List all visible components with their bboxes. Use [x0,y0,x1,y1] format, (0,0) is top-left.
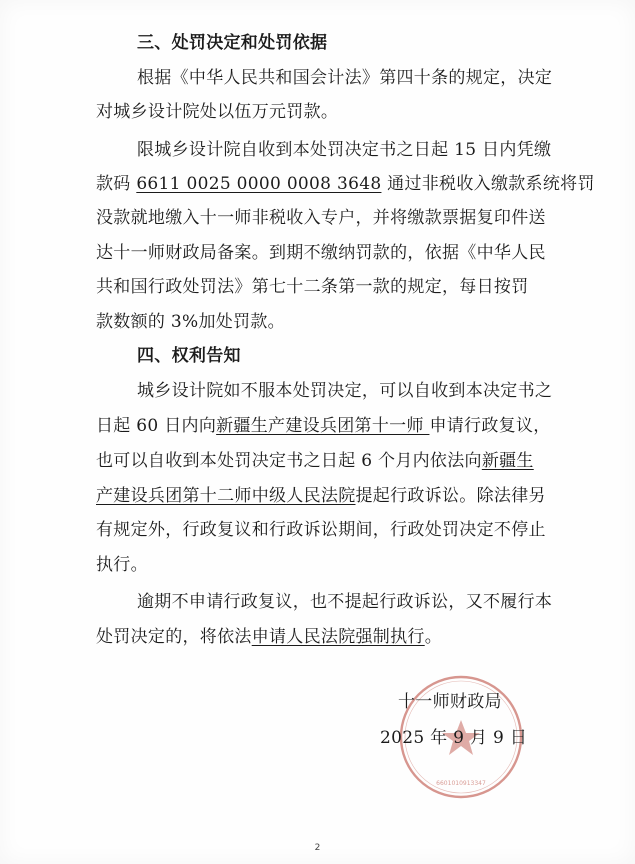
section3-p1-line1: 根据《中华人民共和国会计法》第四十条的规定，决定 [137,68,553,88]
section4-p1-line4 [96,486,546,506]
line-text: 。 [424,627,443,647]
signature-org: 十一师财政局 [398,692,502,712]
section4-p1-line2 [96,416,551,436]
review-organization: 新疆生产建设兵团第十一师 [216,416,430,436]
section4-p1-line1: 城乡设计院如不服本处罚决定，可以自收到本决定书之 [137,381,553,401]
line-text: 申请行政复议， [429,416,551,436]
section3-p2-line3: 没款就地缴入十一师非税收入专户，并将缴款票据复印件送 [96,208,546,228]
section3-p2-line2 [96,174,595,194]
line-text: 提起行政诉讼。除法律另 [355,486,546,506]
signature-date: 2025 年 9 月 9 日 [380,728,528,748]
line-text: 处罚决定的，将依法 [96,627,252,647]
page-number: 2 [314,843,321,853]
section4-p2-line2 [96,627,442,647]
line-text: 通过非税收入缴款系统将罚 [381,174,595,194]
section3-heading: 三、处罚决定和处罚依据 [137,33,328,53]
payment-code: 6611 0025 0000 0008 3648 [136,174,382,194]
section3-p1-line2: 对城乡设计院处以伍万元罚款。 [96,102,339,122]
line-text: 日起 60 日内向 [96,416,217,436]
line-text: 款码 [96,174,137,194]
section4-p1-line5: 有规定外，行政复议和行政诉讼期间，行政处罚决定不停止 [96,520,546,540]
enforcement-text: 申请人民法院强制执行 [251,627,425,647]
section4-p1-line3 [96,451,534,471]
line-text: 也可以自收到本处罚决定书之日起 6 个月内依法向 [96,451,482,471]
section3-p2-line1: 限城乡设计院自收到本处罚决定书之日起 15 日内凭缴 [137,140,552,160]
section3-p2-line4: 达十一师财政局备案。到期不缴纳罚款的，依据《中华人民 [96,243,546,263]
court-name-part1: 新疆生 [481,451,534,471]
court-name-part2: 产建设兵团第十二师中级人民法院 [96,486,356,506]
section3-p2-line6: 款数额的 3%加处罚款。 [96,312,285,332]
seal-number: 6601010913347 [436,780,486,787]
section4-heading: 四、权利告知 [137,346,241,366]
section3-p2-line5: 共和国行政处罚法》第七十二条第一款的规定，每日按罚 [96,277,529,297]
section4-p1-line6: 执行。 [96,555,148,575]
section4-p2-line1: 逾期不申请行政复议，也不提起行政诉讼，又不履行本 [137,592,553,612]
